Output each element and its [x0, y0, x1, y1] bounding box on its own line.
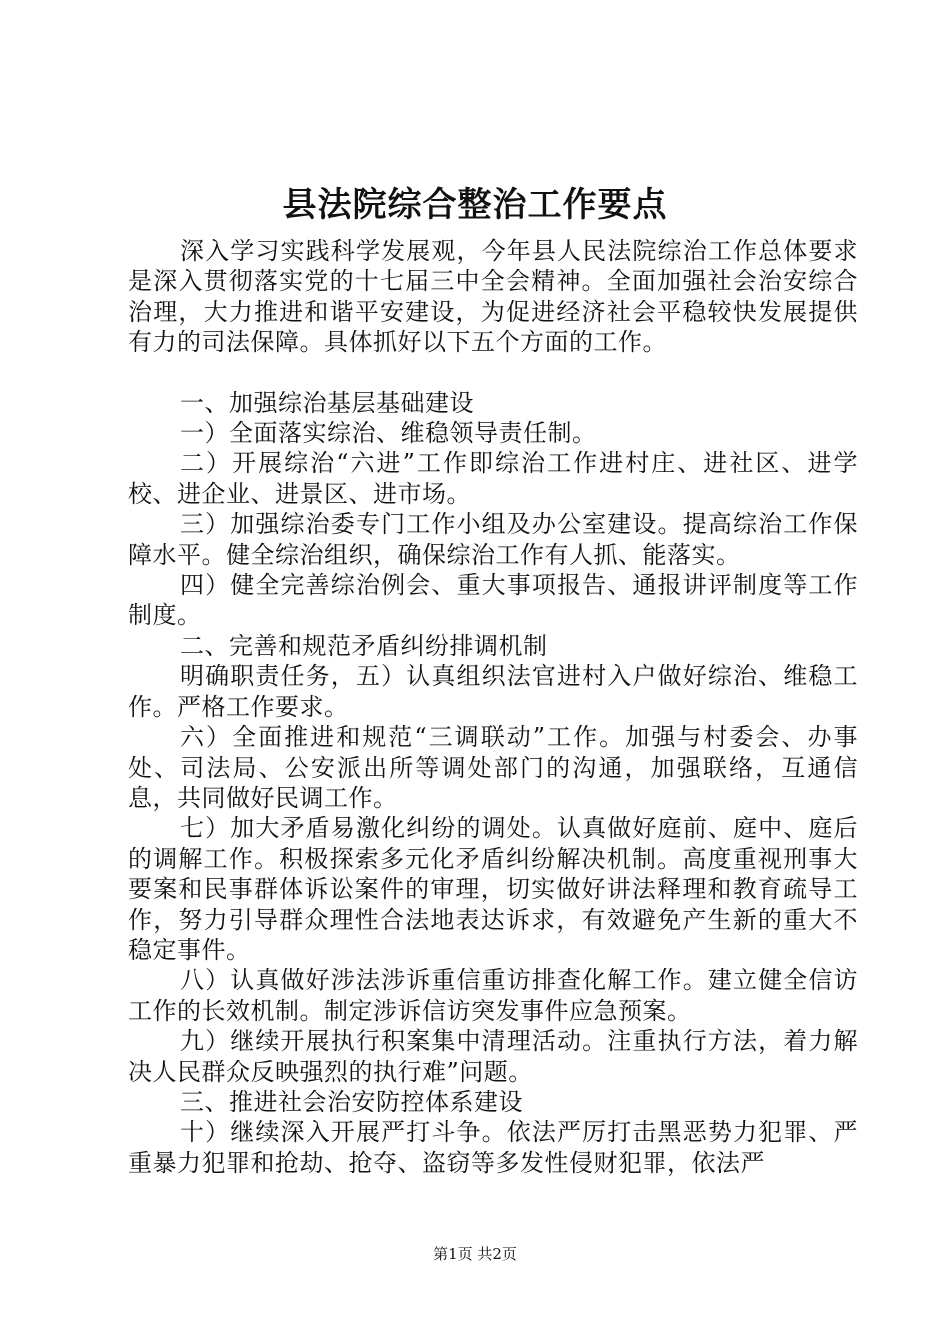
item-7: 七）加大矛盾易激化纠纷的调处。认真做好庭前、庭中、庭后的调解工作。积极探索多元化矛盾纠纷解决机制。高度重视刑事大要案和民事群体诉讼案件的审理，切实做好讲法释理和教育疏导工作，努力引导群众理性合法地表达诉求，有效避免产生新的重大不稳定事件。: [128, 814, 858, 964]
section-heading-3: 三、推进社会治安防控体系建设: [180, 1087, 523, 1116]
item-2: 二）开展综治“六进”工作即综治工作进村庄、进社区、进学校、进企业、进景区、进市场。: [128, 449, 858, 508]
item-3: 三）加强综治委专门工作小组及办公室建设。提高综治工作保障水平。健全综治组织，确保综治工作有人抓、能落实。: [128, 510, 858, 569]
section-heading-2: 二、完善和规范矛盾纠纷排调机制: [180, 631, 548, 660]
page-footer: 第1页 共2页: [433, 1245, 517, 1263]
section-heading-1: 一、加强综治基层基础建设: [180, 388, 474, 417]
item-6: 六）全面推进和规范“三调联动”工作。加强与村委会、办事处、司法局、公安派出所等调处部门的沟通，加强联络，互通信息，共同做好民调工作。: [128, 723, 858, 812]
item-5: 明确职责任务，五）认真组织法官进村入户做好综治、维稳工作。严格工作要求。: [128, 662, 858, 721]
item-8: 八）认真做好涉法涉诉重信重访排查化解工作。建立健全信访工作的长效机制。制定涉诉信访突发事件应急预案。: [128, 966, 858, 1025]
item-10: 十）继续深入开展严打斗争。依法严厉打击黑恶势力犯罪、严重暴力犯罪和抢劫、抢夺、盗窃等多发性侵财犯罪，依法严: [128, 1118, 858, 1177]
document-body: [128, 236, 858, 1178]
item-1: 一）全面落实综治、维稳领导责任制。: [180, 419, 597, 448]
item-4: 四）健全完善综治例会、重大事项报告、通报讲评制度等工作制度。: [128, 571, 858, 630]
intro-paragraph: 深入学习实践科学发展观，今年县人民法院综治工作总体要求是深入贯彻落实党的十七届三中全会精神。全面加强社会治安综合治理，大力推进和谐平安建设，为促进经济社会平稳较快发展提供有力的司法保障。具体抓好以下五个方面的工作。: [128, 237, 858, 357]
item-9: 九）继续开展执行积案集中清理活动。注重执行方法，着力解决人民群众反映强烈的执行难”问题。: [128, 1027, 858, 1086]
document-title: 县法院综合整治工作要点: [282, 185, 668, 225]
